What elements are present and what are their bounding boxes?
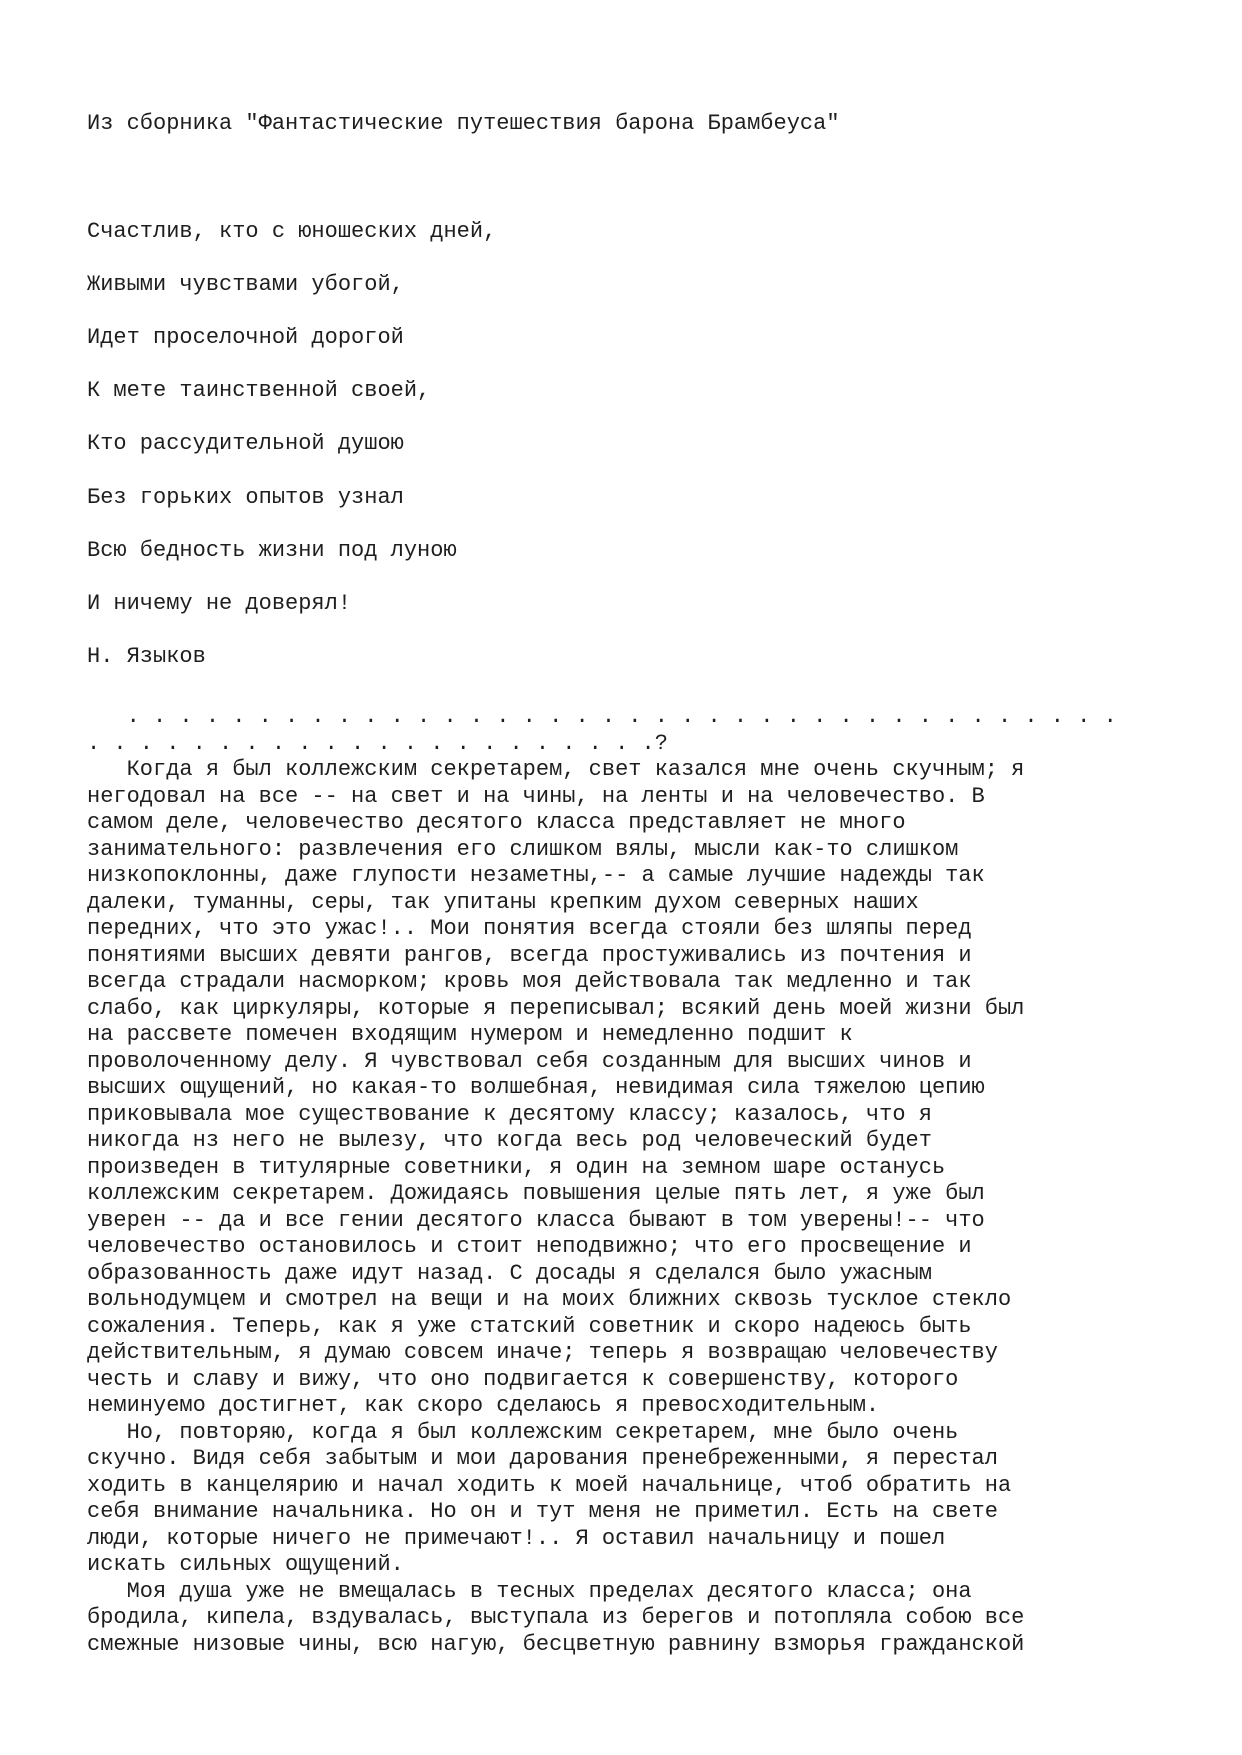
body-line: слабо, как циркуляры, которые я переписывал; всякий день моей жизни был <box>87 995 1025 1021</box>
body-line: образованность даже идут назад. С досады я сделался было ужасным <box>87 1260 932 1286</box>
body-line: скучно. Видя себя забытым и мои дарования пренебреженными, я перестал <box>87 1446 998 1471</box>
body-line: Моя душа уже не вмещалась в тесных пределах десятого класса; она <box>87 1578 972 1604</box>
epigraph-author: Н. Языков <box>87 644 206 669</box>
epigraph-line: Всю бедность жизни под луною <box>87 538 457 563</box>
epigraph-line: Кто рассудительной душою <box>87 431 404 456</box>
epigraph-line: К мете таинственной своей, <box>87 378 431 403</box>
body-line: Но, повторяю, когда я был коллежским секретарем, мне было очень <box>87 1419 959 1445</box>
body-line: понятиями высших девяти рангов, всегда простуживались из почтения и <box>87 942 972 968</box>
body-line: приковывала мое существование к десятому классу; казалось, что я <box>87 1101 932 1127</box>
body-line: неминуемо достигнет, как скоро сделаюсь я превосходительным. <box>87 1393 880 1418</box>
ellipsis-line: . . . . . . . . . . . . . . . . . . . . . .? <box>87 730 668 756</box>
body-line: искать сильных ощущений. <box>87 1552 404 1577</box>
body-line: негодовал на все -- на свет и на чины, на ленты и на человечество. В <box>87 783 985 809</box>
body-line: бродила, кипела, вздувалась, выступала из берегов и потопляла собою все <box>87 1605 1025 1630</box>
body-line: сожаления. Теперь, как я уже статский советник и скоро надеюсь быть <box>87 1313 972 1339</box>
body-line: никогда нз него не вылезу, что когда весь род человеческий будет <box>87 1128 932 1153</box>
body-line: передних, что это ужас!.. Мои понятия всегда стояли без шляпы перед <box>87 916 972 941</box>
body-line: далеки, туманны, серы, так упитаны крепким духом северных наших <box>87 889 919 915</box>
body-line: ходить в канцелярию и начал ходить к моей начальнице, чтоб обратить на <box>87 1472 1012 1498</box>
body-line: Когда я был коллежским секретарем, свет казался мне очень скучным; я <box>87 757 1025 782</box>
body-line: коллежским секретарем. Дожидаясь повышения целые пять лет, я уже был <box>87 1181 985 1206</box>
body-line: человечество остановилось и стоит неподвижно; что его просвещение и <box>87 1234 972 1259</box>
body-line: честь и славу и вижу, что оно подвигается к совершенству, которого <box>87 1366 959 1392</box>
epigraph-line: Без горьких опытов узнал <box>87 485 404 510</box>
body-line: вольнодумцем и смотрел на вещи и на моих ближних сквозь тусклое стекло <box>87 1287 1012 1312</box>
body-line: самом деле, человечество десятого класса представляет не много <box>87 810 906 835</box>
body-text <box>87 704 1207 1658</box>
body-line: произведен в титулярные советники, я один на земном шаре останусь <box>87 1154 946 1180</box>
epigraph-line: Счастлив, кто с юношеских дней, <box>87 219 497 244</box>
body-line: на рассвете помечен входящим нумером и немедленно подшит к <box>87 1022 853 1047</box>
epigraph-line: И ничему не доверял! <box>87 591 352 616</box>
body-line: высших ощущений, но какая-то волшебная, невидимая сила тяжелою цепию <box>87 1075 985 1100</box>
ellipsis-line: . . . . . . . . . . . . . . . . . . . . . . . . . . . . . . . . . . . . . . <box>87 704 1117 729</box>
body-line: уверен -- да и все гении десятого класса бывают в том уверены!-- что <box>87 1207 985 1233</box>
body-line: проволоченному делу. Я чувствовал себя созданным для высших чинов и <box>87 1048 972 1074</box>
source-title: Из сборника "Фантастические путешествия барона Брамбеуса" <box>87 111 840 136</box>
body-line: всегда страдали насморком; кровь моя действовала так медленно и так <box>87 969 972 994</box>
body-line: себя внимание начальника. Но он и тут меня не приметил. Есть на свете <box>87 1499 998 1524</box>
body-line: действительным, я думаю совсем иначе; теперь я возвращаю человечеству <box>87 1340 998 1365</box>
body-line: люди, которые ничего не примечают!.. Я оставил начальницу и пошел <box>87 1525 946 1551</box>
body-line: занимательного: развлечения его слишком вялы, мысли как-то слишком <box>87 836 959 862</box>
body-line: низкопоклонны, даже глупости незаметны,-- а самые лучшие надежды так <box>87 863 985 888</box>
epigraph-line: Идет проселочной дорогой <box>87 325 404 350</box>
body-line: смежные низовые чины, всю нагую, бесцветную равнину взморья гражданской <box>87 1631 1025 1657</box>
epigraph-line: Живыми чувствами убогой, <box>87 272 404 297</box>
